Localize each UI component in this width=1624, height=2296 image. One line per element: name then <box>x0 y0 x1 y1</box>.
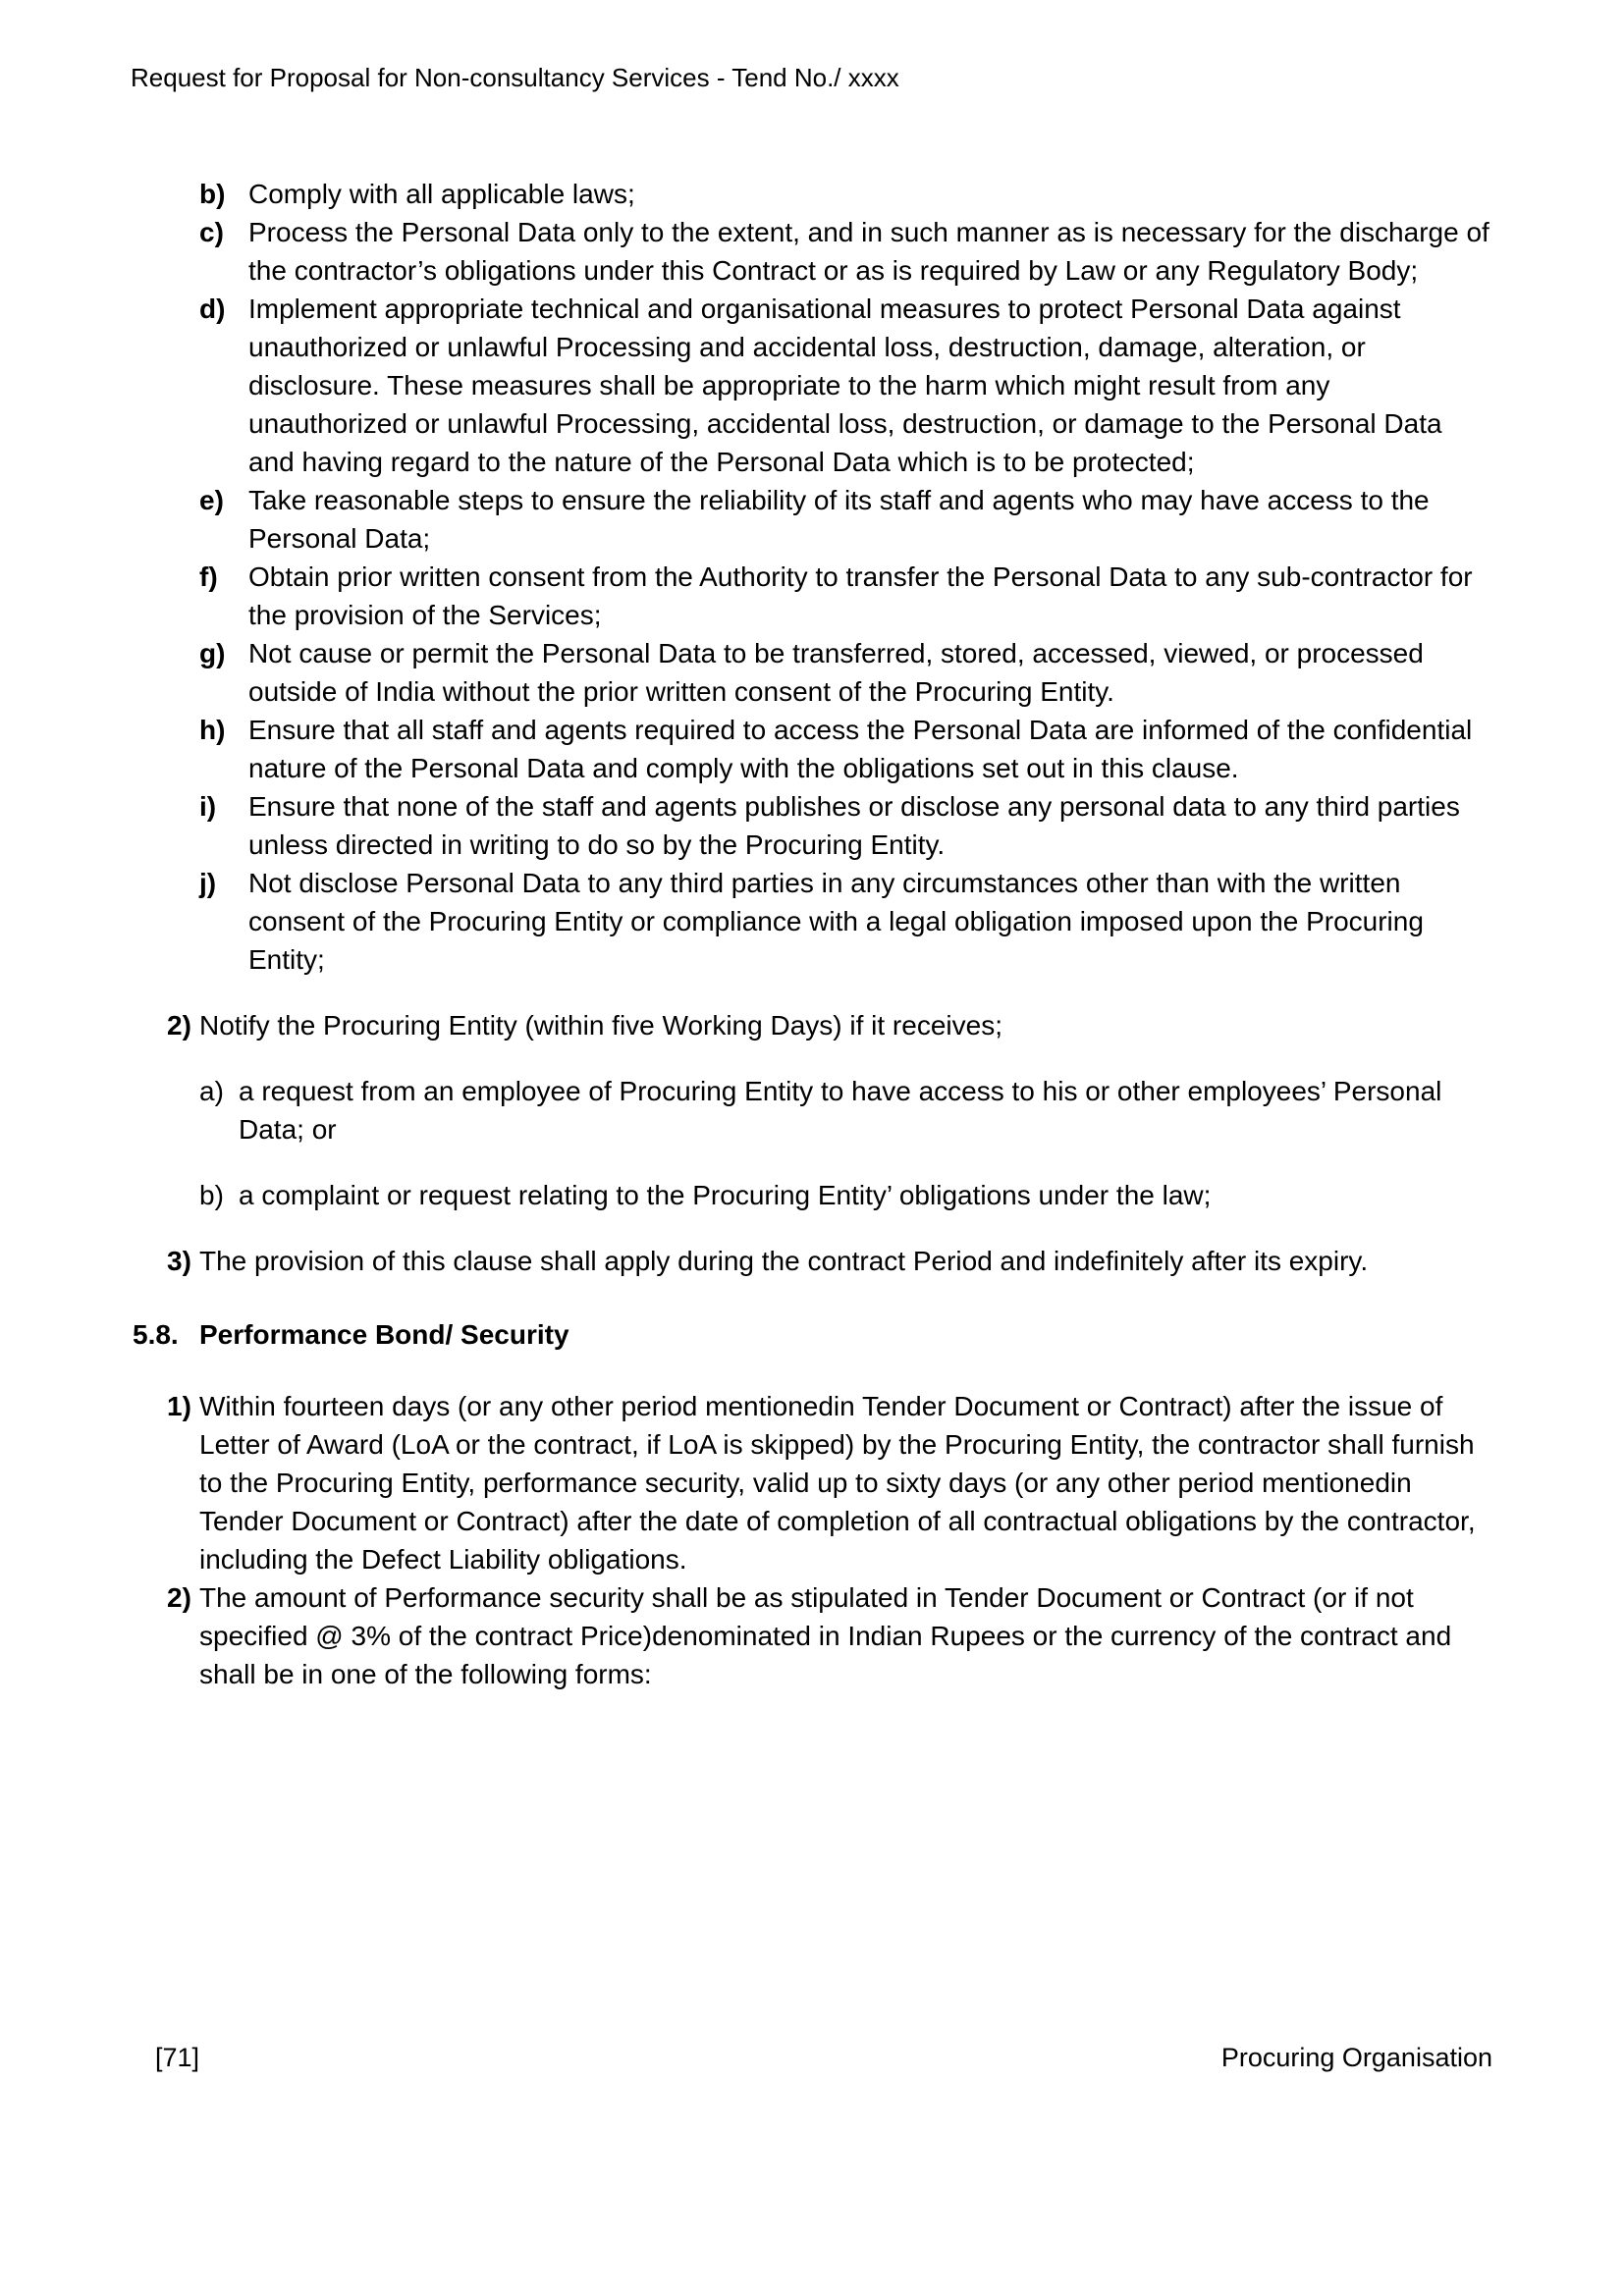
sub-item-label: a) <box>199 1076 224 1106</box>
list-item-f <box>131 558 1495 634</box>
section-item-label: 1) <box>167 1391 191 1421</box>
clause-item-label: 2) <box>167 1010 191 1041</box>
clause-item-2 <box>131 1006 1495 1044</box>
header-title: Request for Proposal for Non-consultancy Services - Tend No./ xxxx <box>131 63 899 92</box>
list-item-label: g) <box>199 638 226 668</box>
clause-item-3 <box>131 1242 1495 1280</box>
clause-item-label: 3) <box>167 1246 191 1276</box>
list-item-label: f) <box>199 561 218 592</box>
footer-organisation: Procuring Organisation <box>1220 2043 1492 2072</box>
sub-item-text: a complaint or request relating to the Procuring Entity’ obligations under the law; <box>239 1180 1212 1210</box>
section-number: 5.8. <box>133 1319 179 1350</box>
page-footer <box>155 2040 1492 2075</box>
list-item-label: d) <box>199 294 226 324</box>
section-item-label: 2) <box>167 1582 191 1613</box>
list-item-i <box>131 787 1495 864</box>
clause-item-2b <box>131 1176 1495 1214</box>
list-item-text: Process the Personal Data only to the extent, and in such manner as is necessary for the discharge of the contractor’s obligations under this Contract or as is required by Law or any Regulatory Body; <box>248 217 1489 286</box>
list-item-text: Implement appropriate technical and organisational measures to protect Personal Data against unauthorized or unlawful Processing and accidental loss, destruction, damage, alteration, or disclosure. These measures shall be appropriate to the harm which might result from any unauthorized or unlawful Processing, accidental loss, destruction, or damage to the Personal Data and having regard to the nature of the Personal Data which is to be protected; <box>248 294 1442 477</box>
list-item-text: Comply with all applicable laws; <box>248 179 635 209</box>
data-protection-obligations-list <box>131 175 1495 979</box>
list-item-label: h) <box>199 715 226 745</box>
sub-item-label: b) <box>199 1180 224 1210</box>
list-item-text: Ensure that all staff and agents required to access the Personal Data are informed of the confidential nature of the Personal Data and comply with the obligations set out in this clause. <box>248 715 1473 783</box>
list-item-label: c) <box>199 217 224 247</box>
list-item-b <box>131 175 1495 213</box>
list-item-text: Take reasonable steps to ensure the reliability of its staff and agents who may have access to the Personal Data; <box>248 485 1430 554</box>
sub-item-text: a request from an employee of Procuring Entity to have access to his or other employees’ Personal Data; or <box>239 1076 1442 1145</box>
section-item-text: The amount of Performance security shall be as stipulated in Tender Document or Contract (or if not specified @ 3% of the contract Price)denominated in Indian Rupees or the currency of the contract and shall be in one of the following forms: <box>199 1582 1452 1689</box>
list-item-label: j) <box>199 868 217 898</box>
list-item-text: Not disclose Personal Data to any third parties in any circumstances other than with the written consent of the Procuring Entity or compliance with a legal obligation imposed upon the Procuring Entity; <box>248 868 1424 975</box>
section-5-8-item-1 <box>131 1387 1495 1578</box>
list-item-label: e) <box>199 485 224 515</box>
list-item-label: b) <box>199 179 226 209</box>
section-title: Performance Bond/ Security <box>199 1319 569 1350</box>
page-header <box>131 61 1493 94</box>
document-body <box>131 175 1495 1693</box>
clause-item-text: Notify the Procuring Entity (within five Working Days) if it receives; <box>199 1010 1002 1041</box>
clause-item-2a <box>131 1072 1495 1148</box>
section-heading-5-8 <box>131 1315 1495 1354</box>
clause-item-text: The provision of this clause shall apply during the contract Period and indefinitely after its expiry. <box>199 1246 1369 1276</box>
list-item-text: Ensure that none of the staff and agents publishes or disclose any personal data to any third parties unless directed in writing to do so by the Procuring Entity. <box>248 791 1460 860</box>
list-item-h <box>131 711 1495 787</box>
list-item-c <box>131 213 1495 290</box>
list-item-text: Obtain prior written consent from the Authority to transfer the Personal Data to any sub-contractor for the provision of the Services; <box>248 561 1473 630</box>
section-item-text: Within fourteen days (or any other period mentionedin Tender Document or Contract) after the issue of Letter of Award (LoA or the contract, if LoA is skipped) by the Procuring Entity, the contractor shall furnish to the Procuring Entity, performance security, valid up to sixty days (or any other period mentionedin Tender Document or Contract) after the date of completion of all contractual obligations by the contractor, including the Defect Liability obligations. <box>199 1391 1476 1575</box>
page-number: [71] <box>155 2043 200 2072</box>
list-item-e <box>131 481 1495 558</box>
section-5-8-item-2 <box>131 1578 1495 1693</box>
list-item-d <box>131 290 1495 481</box>
list-item-g <box>131 634 1495 711</box>
list-item-j <box>131 864 1495 979</box>
list-item-text: Not cause or permit the Personal Data to be transferred, stored, accessed, viewed, or processed outside of India without the prior written consent of the Procuring Entity. <box>248 638 1424 707</box>
list-item-label: i) <box>199 791 217 822</box>
